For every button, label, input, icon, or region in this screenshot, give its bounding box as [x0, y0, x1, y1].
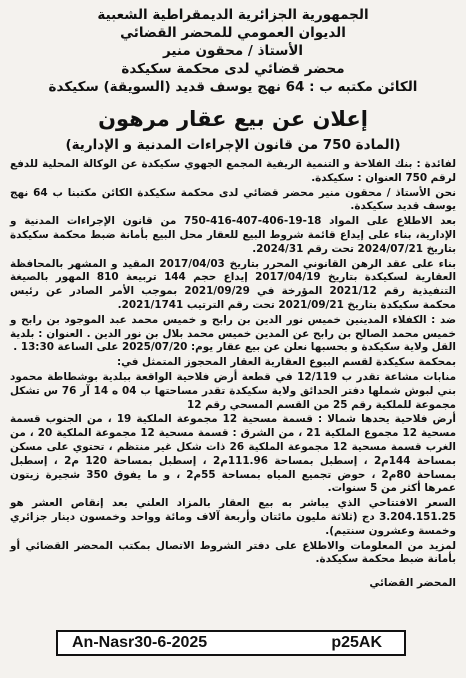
paragraph-legal-basis: بعد الاطلاع على المواد 18-19-406-407-416-750 من قانون الإجراءات المدنية و الإدارية، بناء على إيداع قائمة شروط البيع للعقار محل البيع بأمانة ضبط محكمة سكيكدة بتاريخ 2024/07/21 تحت رقم 2024/31. — [10, 215, 456, 255]
paragraph-debtors: ضد : الكفلاء المدينين خميس نور الدين بن رابح و خميس محمد عبد الموجود بن رابح و خميس محمد الصالح بن رابح عن المدين خميس محمد بلال بن نور الدين . العنوان : بلدية القل ولاية سكيكدة و بحسبها نعلن عن بيع عقار يوم: 2025/07/20 على الساعة 13:30 . — [10, 313, 456, 354]
paragraph-mortgage-deed: بناء على عقد الرهن القانوني المحرر بتاريخ 2017/04/03 المقيد و المشهر بالمحافظة العقارية لسكيكدة بتاريخ 2017/04/19 إيداع حجم 144 تربيعة 810 المهور بالصيغة التنفيذية رقم 2021/12 المؤرخة في 2021/09/29 بموجب الأمر الصادر عن رئيس محكمة سكيكدة بتاريخ 2021/09/21 تحت رقم الترتيب 2021/1741. — [10, 257, 457, 311]
header-line-office: الديوان العمومي للمحضر القضائي — [120, 25, 346, 41]
page-code: p25AK — [331, 634, 382, 651]
header-block — [10, 6, 456, 96]
paragraph-contact: لمزيد من المعلومات والاطلاع على دفتر الشروط الاتصال بمكتب المحضر القضائي أو بأمانة ضبط محكمة سكيكدة. — [10, 539, 456, 566]
paragraph-bailiff: نحن الأستاذ / محقون منير محضر قضائي لدى محكمة سكيكدة الكائن مكتبنا ب 64 نهج يوسف قديد سكيكدة. — [10, 186, 456, 213]
publication-footer — [56, 630, 406, 656]
notice-body — [10, 158, 456, 567]
notice-subtitle: (المادة 750 من قانون الإجراءات المدنية و الإدارية) — [65, 137, 401, 153]
paragraph-beneficiary: لفائدة : بنك الفلاحة و التنمية الريفية المجمع الجهوي سكيكدة عن الوكالة المحلية للدفع لرقم 750 العنوان : سكيكدة. — [10, 158, 456, 184]
signature: المحضر القضائي — [369, 577, 456, 590]
header-line-address: الكائن مكتبه ب : 64 نهج يوسف قديد (السويقة) سكيكدة — [48, 79, 418, 95]
paragraph-boundaries: أرض فلاحية يحدها شمالا : قسمة مسحية 12 مجموعة الملكية 19 ، من الجنوب قسمة مسحية 12 مجموع الملكية 21 ، من الشرق : قسمة مسحية 12 مجموعة الملكية 20 ، من الغرب قسمة مسحية 12 مجموعة الملكية 26 ذات شكل غير منتظم ، تحتوي على مسكن بمساحة 144م2 ، إسطبل بمساحة 111.96م2 ، إسطبل بمساحة 120 م2 ، إسطبل بمساحة 80م2 ، حوض تجميع المياه بمساحة 55م2 ، و ما يفوق 350 شجيرة زيتون عمرها أكثر من 5 سنوات. — [10, 413, 457, 495]
header-line-republic: الجمهورية الجزائرية الديمقراطية الشعبية — [97, 7, 369, 23]
paragraph-court-section: بمحكمة سكيكدة لقسم البيوع العقارية العقار المحجوز المتمثل في: — [116, 356, 456, 369]
notice-title: إعلان عن بيع عقار مرهون — [98, 107, 368, 131]
paragraph-property: منابات مشاعة تقدر ب 12/119 في قطعة أرض فلاحية الواقعة ببلدية بوشطاطة محمود بني لبوش شملها دفتر الحدائق ولاية سكيكدة تقدر مساحتها ب 04 ه 14 آر 76 س تشكل مجموعة للملكية رقم 25 من القسم المسحي رقم 12 — [10, 370, 457, 411]
paragraph-opening-price: السعر الافتتاحي الذي يباشر به بيع العقار بالمزاد العلني بعد إنقاص العشر هو 3.204.151.25 دج (ثلاثة مليون مائتان وأربعة آلاف ومائة وواحد وخمسون دينار جزائري وخمسة وعشرون سنتيم). — [10, 497, 456, 537]
publication-ref: An-Nasr30-6-2025 — [72, 634, 208, 651]
header-line-court: محضر قضائي لدى محكمة سكيكدة — [121, 61, 345, 77]
header-line-bailiff-name: الأستاذ / محقون منير — [162, 43, 304, 59]
